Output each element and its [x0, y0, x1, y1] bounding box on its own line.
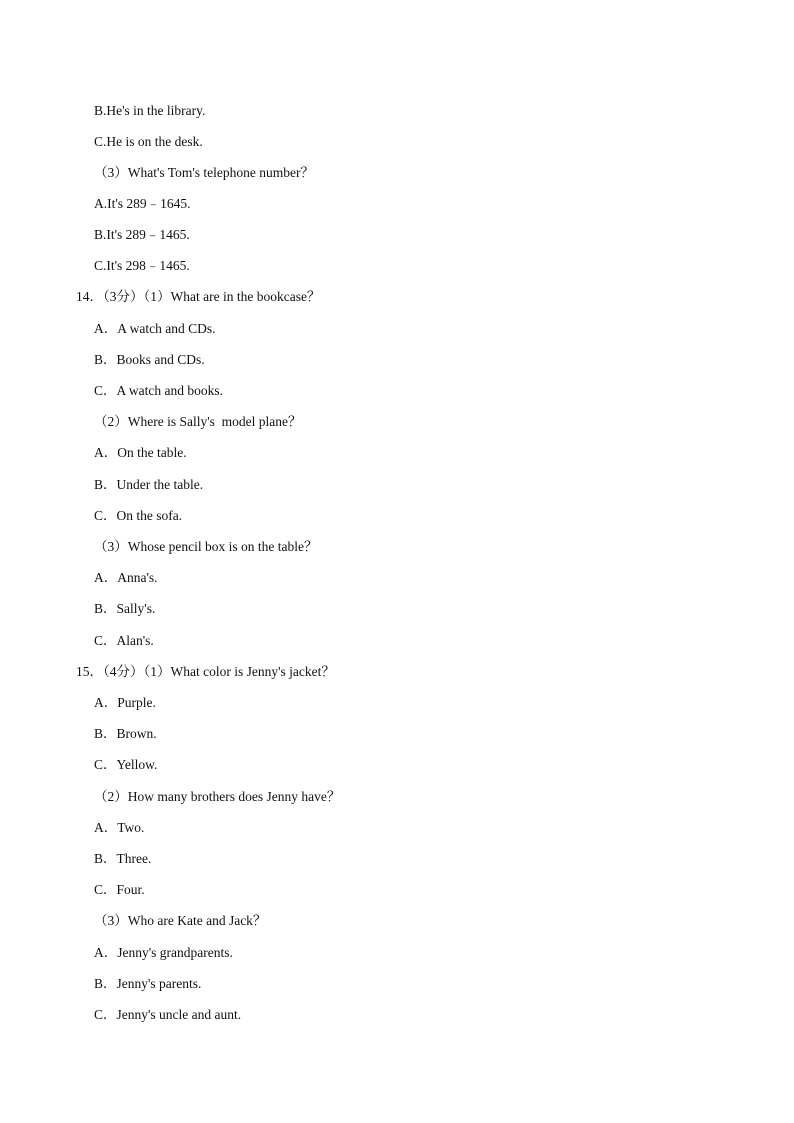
- option-a-model-plane: A．On the table.: [94, 445, 187, 460]
- option-b-brothers: B．Three.: [94, 851, 152, 866]
- option-a-kate-jack: A．Jenny's grandparents.: [94, 945, 233, 960]
- option-a-jacket: A．Purple.: [94, 695, 156, 710]
- option-c-jacket: C．Yellow.: [94, 757, 158, 772]
- option-a-brothers: A．Two.: [94, 820, 145, 835]
- option-c-desk: C.He is on the desk.: [94, 134, 203, 149]
- sub-question-kate-jack: （3）Who are Kate and Jack？: [94, 913, 267, 928]
- option-c-bookcase: C．A watch and books.: [94, 383, 223, 398]
- option-a-pencil-box: A．Anna's.: [94, 570, 158, 585]
- option-b-kate-jack: B．Jenny's parents.: [94, 976, 202, 991]
- option-b-model-plane: B．Under the table.: [94, 477, 204, 492]
- option-c-pencil-box: C．Alan's.: [94, 633, 154, 648]
- option-b-bookcase: B．Books and CDs.: [94, 352, 205, 367]
- option-c-kate-jack: C．Jenny's uncle and aunt.: [94, 1007, 242, 1022]
- question-15: 15．（4分）（1）What color is Jenny's jacket？: [76, 664, 335, 679]
- option-a-telephone: A.It's 289﹣1645.: [94, 196, 191, 211]
- sub-question-model-plane: （2）Where is Sally's model plane？: [94, 414, 302, 429]
- sub-question-pencil-box: （3）Whose pencil box is on the table？: [94, 539, 318, 554]
- question-14: 14．（3分）（1）What are in the bookcase？: [76, 289, 321, 304]
- option-b-pencil-box: B．Sally's.: [94, 601, 156, 616]
- option-b-jacket: B．Brown.: [94, 726, 157, 741]
- option-b-library: B.He's in the library.: [94, 103, 206, 118]
- option-a-bookcase: A．A watch and CDs.: [94, 321, 216, 336]
- option-b-telephone: B.It's 289﹣1465.: [94, 227, 190, 242]
- sub-question-brothers: （2）How many brothers does Jenny have？: [94, 789, 341, 804]
- sub-question-telephone: （3）What's Tom's telephone number？: [94, 165, 315, 180]
- option-c-telephone: C.It's 298﹣1465.: [94, 258, 190, 273]
- option-c-brothers: C．Four.: [94, 882, 145, 897]
- option-c-model-plane: C．On the sofa.: [94, 508, 183, 523]
